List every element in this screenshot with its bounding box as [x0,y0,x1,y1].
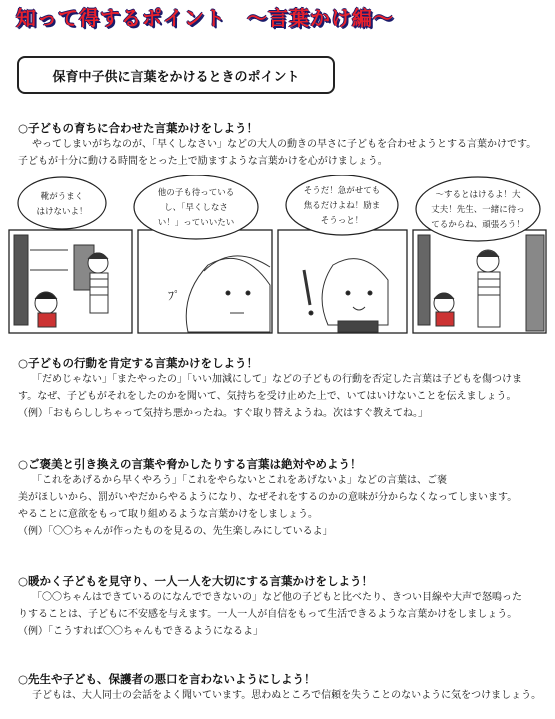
section-line: 子どもが十分に動ける時間をとった上で励ますような言葉かけを心がけましょう。 [18,156,388,167]
section-line: 子どもは、大人同士の会話をよく聞いています。思わぬところで信頼を失うことのないように気をつけましょう。 [32,690,542,701]
bubble2-line: い！」っていいたい [157,218,235,228]
section-line: （例）「〇〇ちゃんが作ったものを見るの、先生楽しみにしているよ」 [18,526,333,537]
section-warmth [18,573,548,640]
panel1-scene [14,235,108,327]
panel2-face [168,256,270,332]
section-line: 「〇〇ちゃんはできているのになんでできないの」など他の子どもと比べたり、きつい目線や大声で怒鳴った [32,592,522,603]
svg-text:ﾌﾟ: ﾌﾟ [168,289,181,303]
subtitle-text: 保育中子供に言葉をかけるときのポイント [52,69,300,85]
section-line: 「だめじゃない」「またやったの」「いい加減にして」などの子どもの行動を否定した言葉は子どもを傷つけま [32,374,522,385]
subtitle-box [17,56,335,94]
bubble2-line: し、「早くしなさ [164,203,228,213]
panel4-scene [418,235,544,331]
page-title: 知って得するポイント ～言葉かけ編～ [16,6,394,30]
section-heading: ○暖かく子どもを見守り、一人一人を大切にする言葉かけをしよう！ [18,574,374,588]
bubble4-line: 丈夫！先生、一緒に待っ [431,205,525,215]
section-heading: ○子どもの行動を肯定する言葉かけをしよう！ [18,356,259,370]
bubble3-line: そうっと！ [320,216,364,226]
bubble1-line: はけないよ！ [36,207,88,217]
comic-strip [8,175,548,335]
section-heading: ○ご褒美と引き換えの言葉や脅かしたりする言葉は絶対やめよう！ [18,457,362,471]
section-line: やってしまいがちなのが、「早くしなさい」などの大人の動きの早さに子どもを合わせようとする言葉かけです。 [32,139,537,150]
section-line: りすることは、子どもに不安感を与えます。一人一人が自信をもって生活できるような言葉かけをしましょう。 [18,609,518,620]
section-line: やることに意欲をもって取り組めるような言葉かけをしましょう。 [18,509,318,520]
bubble4-line: ～するとはけるよ！大 [435,190,521,200]
bubble4-line: てるからね、頑張ろう！ [431,220,525,230]
section-heading: ○子どもの育ちに合わせた言葉かけをしよう！ [18,121,259,135]
section-line: 美がほしいから、罰がいやだからやるようになり、なぜそれをするのかの意味が分からなくなってしまいます。 [18,492,518,503]
section-rewards [18,456,548,540]
section-affirm [18,355,548,422]
section-pace [18,120,548,170]
section-gossip [18,671,548,704]
section-line: す。なぜ、子どもがそれをしたのかを聞いて、気持ちを受け止めた上で、いてはいけないことを伝えましょう。 [18,391,517,402]
section-line: （例）「おもらししちゃって気持ち悪かったね。すぐ取り替えようね。次はすぐ教えてね。」 [18,408,428,419]
bubble3-line: そうだ！急がせても [303,186,381,196]
section-heading: ○先生や子ども、保護者の悪口を言わないようにしよう！ [18,672,316,686]
bubble2-line: 他の子も待っている [157,188,235,198]
bubble1-line: 靴がうまく [40,192,84,202]
section-line: （例）「こうすれば〇〇ちゃんもできるようになるよ」 [18,626,263,637]
section-line: 「これをあげるから早くやろう」「これをやらないとこれをあげないよ」などの言葉は、ご褒 [32,475,447,486]
speech-bubble-1 [18,177,106,229]
bubble3-line: 焦るだけよね！励ま [303,201,381,211]
panel3-face [304,259,388,332]
